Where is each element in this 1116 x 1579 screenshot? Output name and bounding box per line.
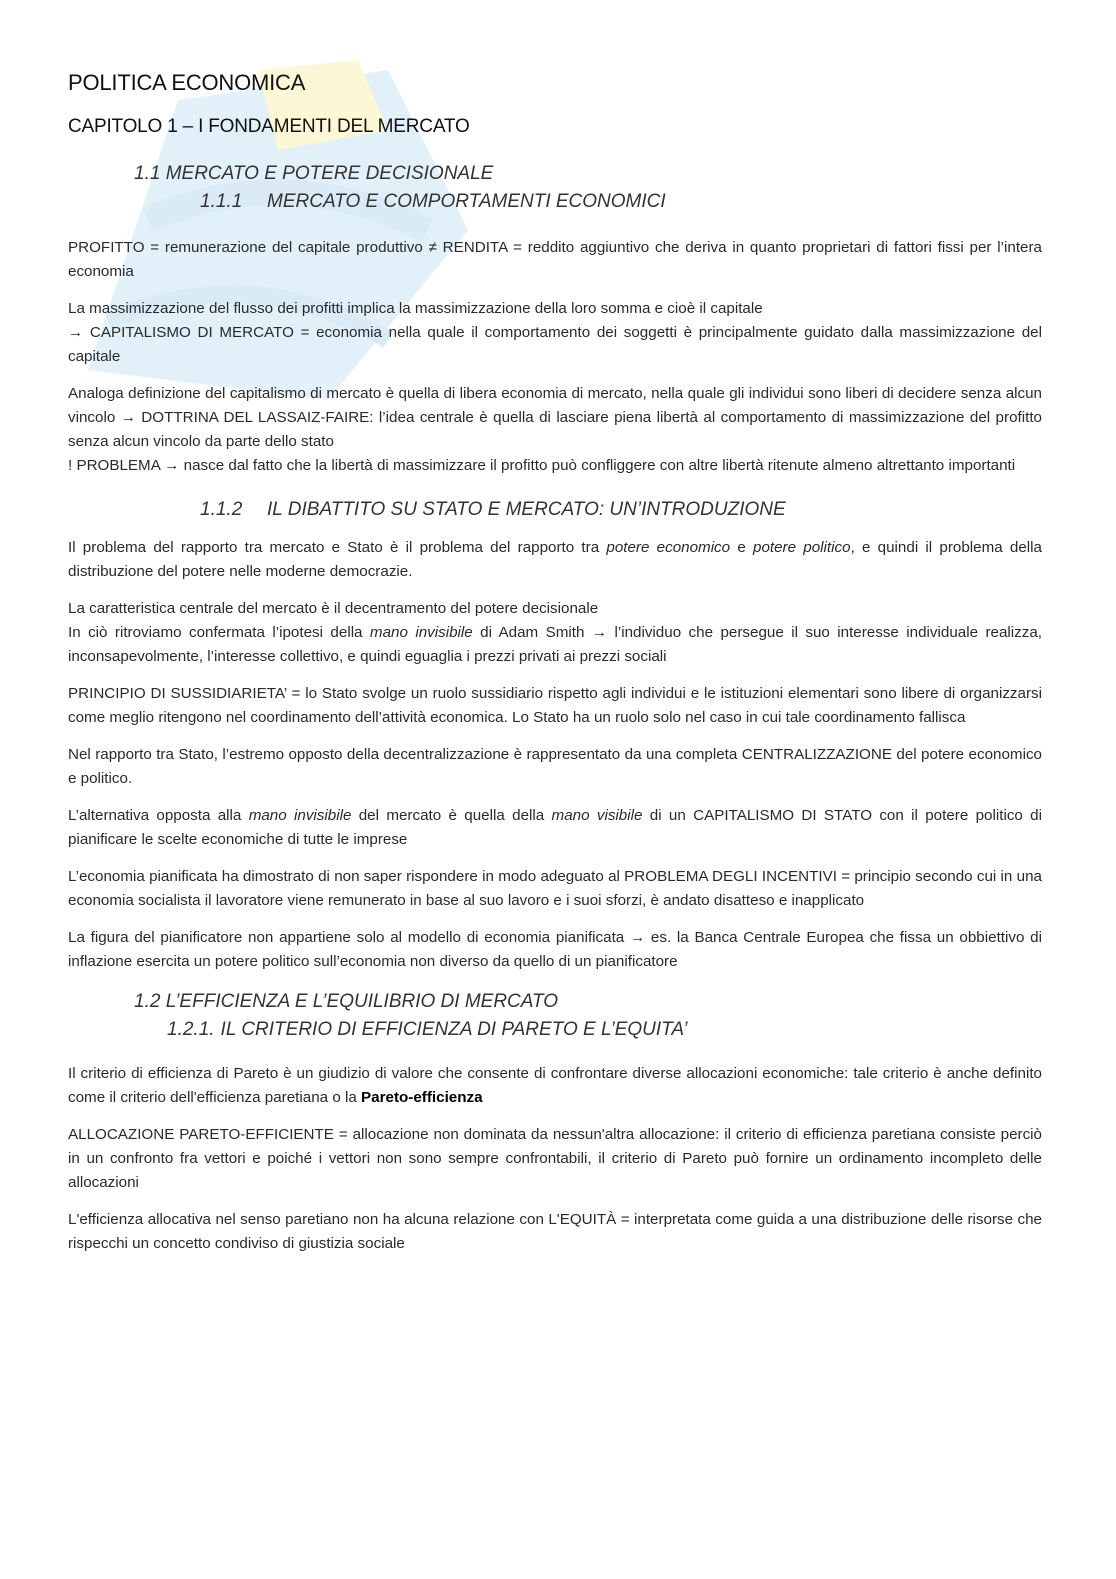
paragraph-incentivi: L’economia pianificata ha dimostrato di non saper rispondere in modo adeguato al PROBLEMA DEGLI INCENTIVI = principio secondo cui in una economia socialista il lavoratore viene remunerato in base al suo lavoro e i suoi sforzi, è andato disatteso e inapplicato <box>68 868 1042 909</box>
paragraph-laissez-faire: Analoga definizione del capitalismo di mercato è quella di libera economia di mercato, nella quale gli individui sono liberi di decidere senza alcun vincolo → DOTTRINA DEL LASSAIZ-FAIRE: l’idea centrale è quella di lasciare piena libertà al comportamento di massimizzazione del profitto senza alcun vincolo da parte dello stato <box>68 385 1042 450</box>
subsection-heading-1-1-2 <box>68 496 1042 524</box>
subsection-heading-1-1-1 <box>68 188 1042 216</box>
section-heading-1-1: 1.1 MERCATO E POTERE DECISIONALE <box>134 163 494 184</box>
paragraph-sussidiarieta: PRINCIPIO DI SUSSIDIARIETA’ = lo Stato svolge un ruolo sussidiario rispetto agli individui e le istituzioni elementari sono libere di organizzarsi come meglio ritengono nel coordinamento dell’attività economica. Lo Stato ha un ruolo solo nel caso in cui tale coordinamento fallisca <box>68 685 1042 726</box>
subsection-title: MERCATO E COMPORTAMENTI ECONOMICI <box>267 191 666 212</box>
paragraph-mano-invisibile: In ciò ritroviamo confermata l’ipotesi della mano invisibile di Adam Smith → l’individuo che persegue il suo interesse individuale realizza, inconsapevolmente, l’interesse collettivo, e quindi eguaglia i prezzi privati ai prezzi sociali <box>68 624 1043 665</box>
section-heading-1-2: 1.2 L’EFFICIENZA E L’EQUILIBRIO DI MERCATO <box>134 991 559 1012</box>
paragraph-stato-mercato: Il problema del rapporto tra mercato e Stato è il problema del rapporto tra potere economico e potere politico, e quindi il problema della distribuzione del potere nelle moderne democrazie. <box>68 539 1043 580</box>
paragraph-profitto: PROFITTO = remunerazione del capitale produttivo ≠ RENDITA = reddito aggiuntivo che deriva in quanto proprietari di fattori fissi per l’intera economia <box>68 239 1042 280</box>
paragraph-centralizzazione: Nel rapporto tra Stato, l’estremo opposto della decentralizzazione è rappresentato da una completa CENTRALIZZAZIONE del potere economico e politico. <box>68 746 1042 787</box>
subsection-title: IL DIBATTITO SU STATO E MERCATO: UN’INTRODUZIONE <box>267 499 786 520</box>
paragraph-massimizzazione: La massimizzazione del flusso dei profitti implica la massimizzazione della loro somma e cioè il capitale <box>68 300 763 317</box>
subsection-heading-1-2-1 <box>68 1016 1042 1044</box>
subsection-number: 1.2.1. <box>167 1019 215 1040</box>
paragraph-decentramento: La caratteristica centrale del mercato è il decentramento del potere decisionale <box>68 600 599 617</box>
paragraph-capitalismo-stato: L’alternativa opposta alla mano invisibile del mercato è quella della mano visibile di un CAPITALISMO DI STATO con il potere politico di pianificare le scelte economiche di tutte le imprese <box>68 807 1043 848</box>
subsection-number: 1.1.1 <box>200 191 243 212</box>
document-page <box>68 60 1042 1256</box>
paragraph-equita: L'efficienza allocativa nel senso paretiano non ha alcuna relazione con L'EQUITÀ = interpretata come guida a una distribuzione delle risorse che rispecchi un concetto condiviso di giustizia sociale <box>68 1211 1042 1252</box>
chapter-title: CAPITOLO 1 – I FONDAMENTI DEL MERCATO <box>68 116 470 137</box>
paragraph-capitalismo-mercato: → CAPITALISMO DI MERCATO = economia nella quale il comportamento dei soggetti è principalmente guidato dalla massimizzazione del capitale <box>68 324 1042 365</box>
document-title: POLITICA ECONOMICA <box>68 70 306 95</box>
paragraph-pareto: Il criterio di efficienza di Pareto è un giudizio di valore che consente di confrontare diverse allocazioni economiche: tale criterio è anche definito come il criterio dell'efficienza paretiana o la Pareto-efficienza <box>68 1065 1042 1106</box>
subsection-title: IL CRITERIO DI EFFICIENZA DI PARETO E L’EQUITA’ <box>220 1019 688 1040</box>
paragraph-allocazione: ALLOCAZIONE PARETO-EFFICIENTE = allocazione non dominata da nessun'altra allocazione: il criterio di efficienza paretiana consiste perciò in un confronto fra vettori e poiché i vettori non sono sempre confrontabili, il criterio di Pareto può fornire un ordinamento incompleto delle allocazioni <box>68 1126 1042 1191</box>
paragraph-pianificatore: La figura del pianificatore non appartiene solo al modello di economia pianificata → es. la Banca Centrale Europea che fissa un obbiettivo di inflazione esercita un potere politico sull’economia non diverso da quello di un pianificatore <box>68 929 1042 970</box>
subsection-number: 1.1.2 <box>200 499 243 520</box>
pareto-efficienza-term: Pareto-efficienza <box>361 1089 483 1106</box>
paragraph-problema: ! PROBLEMA → nasce dal fatto che la libertà di massimizzare il profitto può confliggere con altre libertà ritenute almeno altrettanto importanti <box>68 457 1016 474</box>
